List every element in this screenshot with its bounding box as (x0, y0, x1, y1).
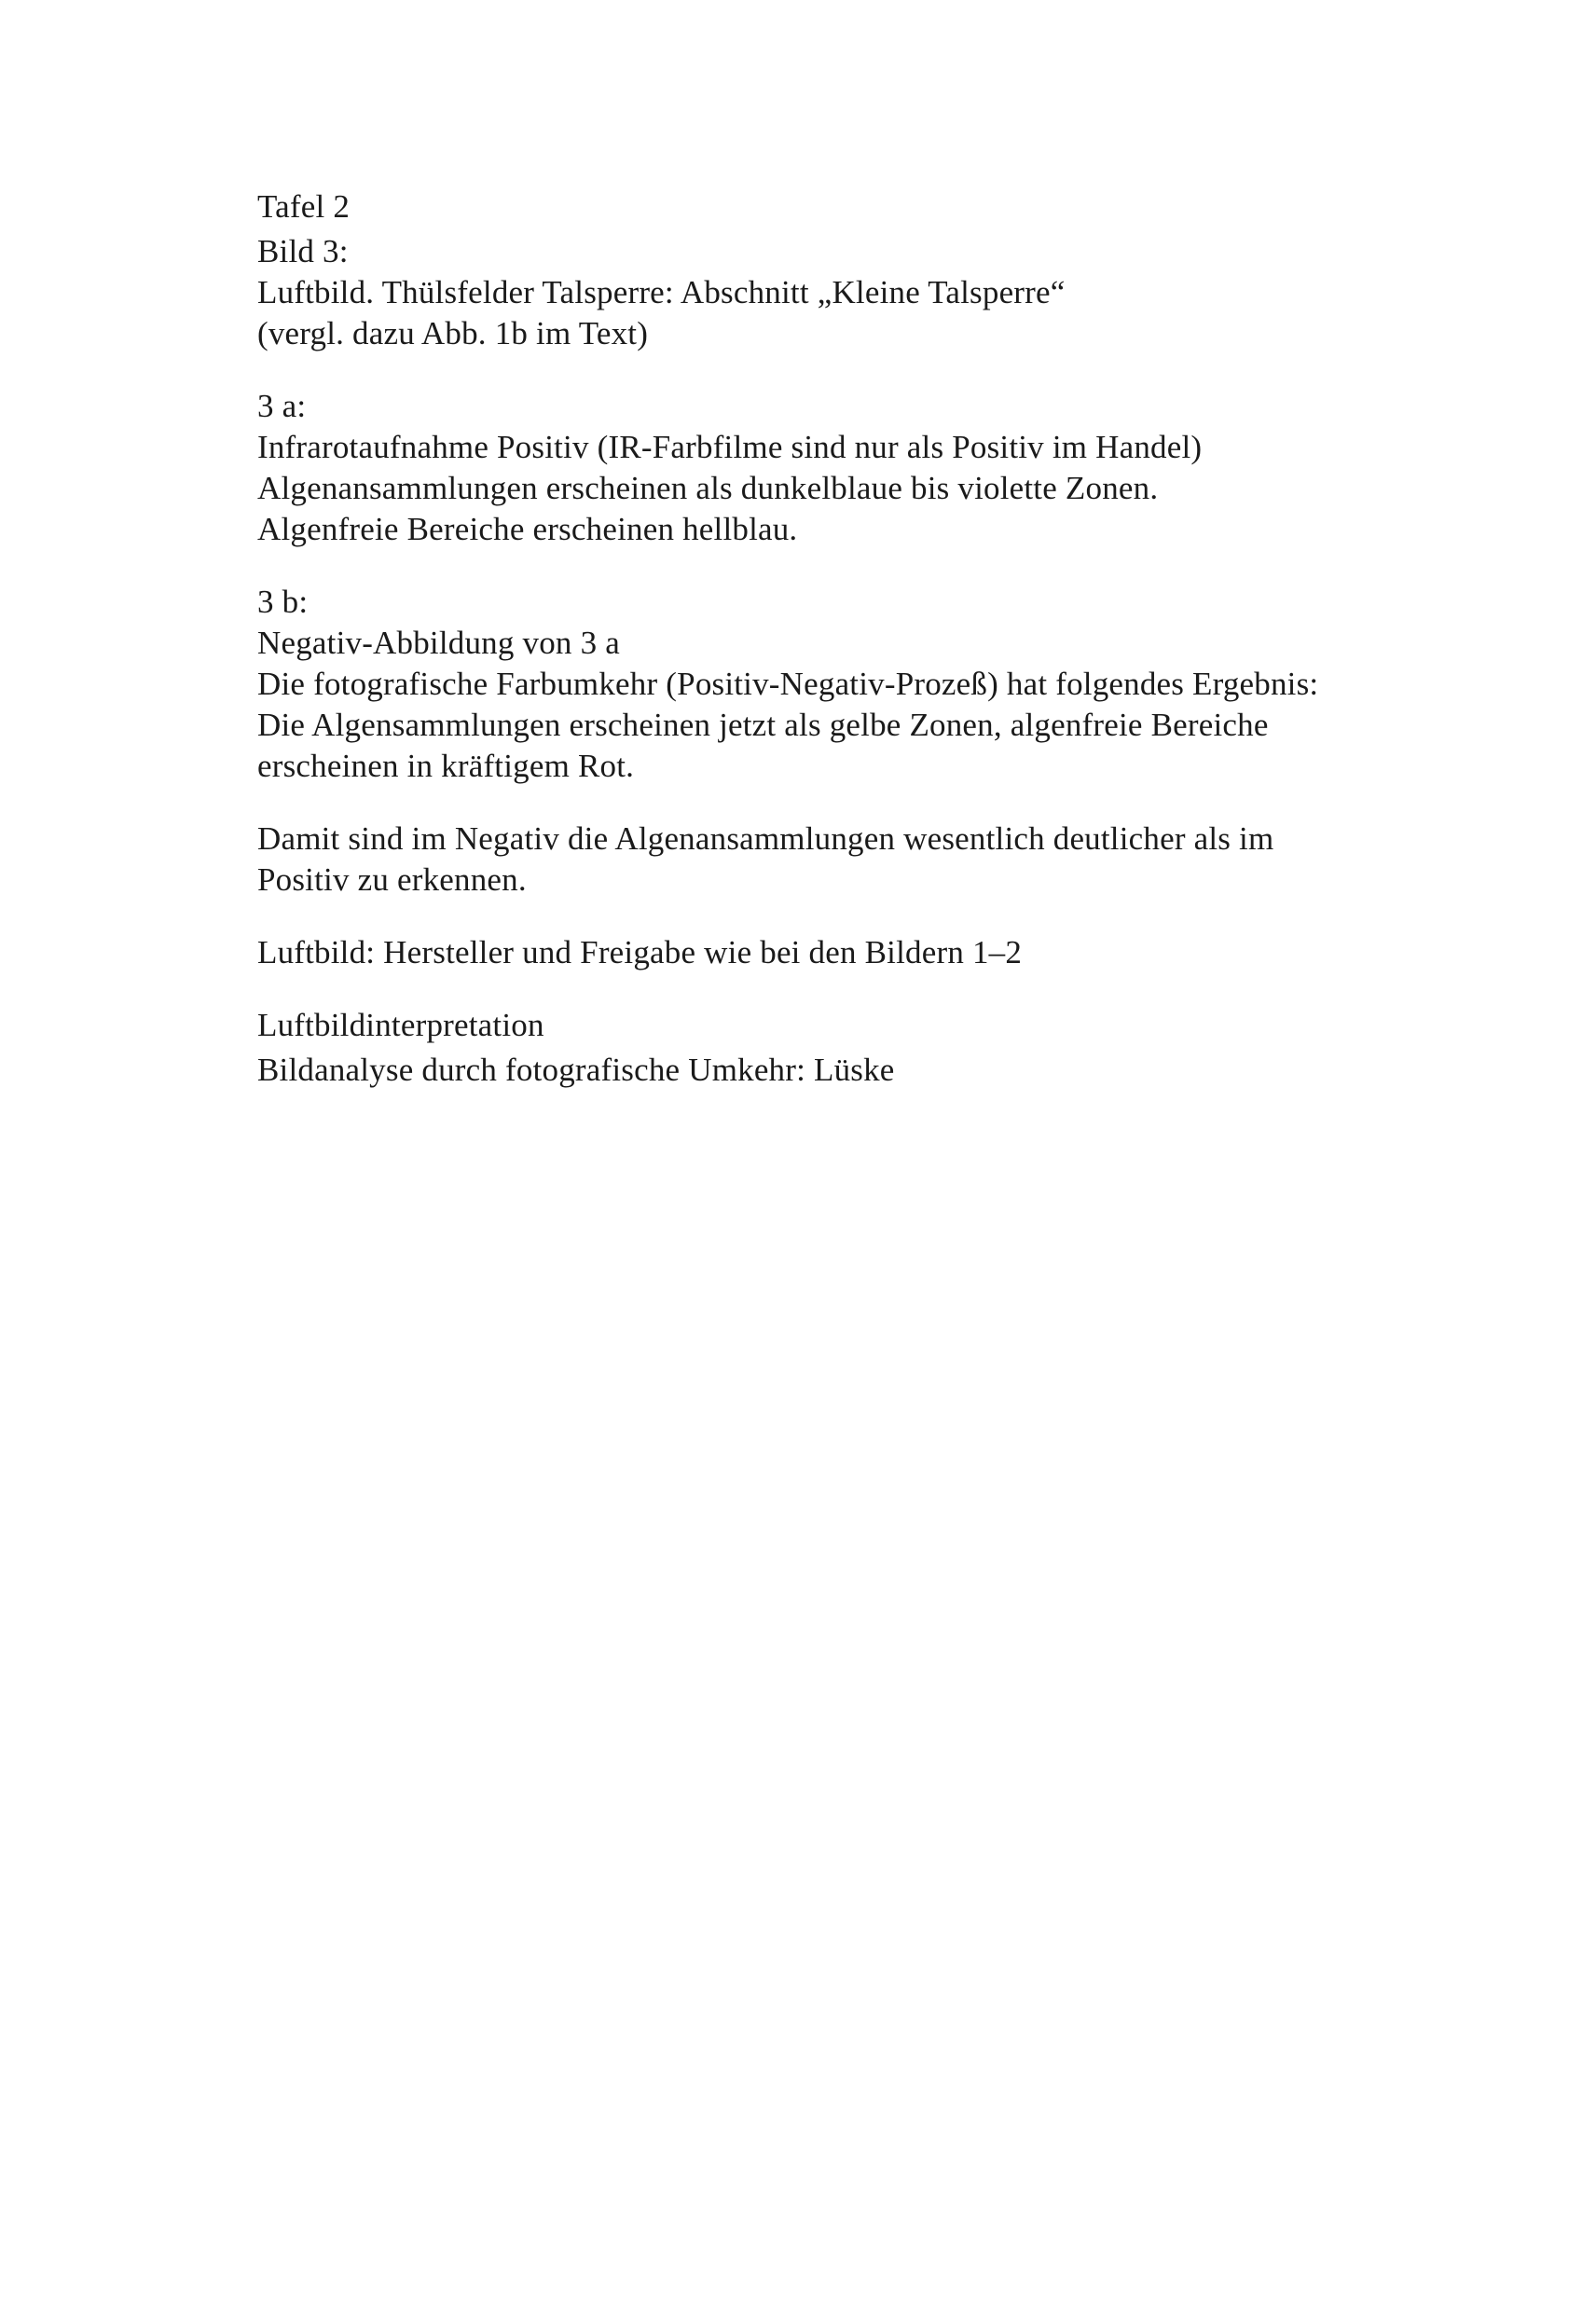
section-3a-label: 3 a: (257, 388, 307, 424)
section-3a (257, 386, 1395, 550)
section-3b-line-4: erscheinen in kräftigem Rot. (257, 748, 635, 784)
interpretation-line-1: Luftbildinterpretation (257, 1007, 544, 1043)
section-3a-line-1: Infrarotaufnahme Positiv (IR-Farbfilme sind nur als Positiv im Handel) (257, 429, 1203, 465)
section-3b-line-2: Die fotografische Farbumkehr (Positiv-Negativ-Prozeß) hat folgendes Ergebnis: (257, 666, 1319, 702)
interpretation-line-2: Bildanalyse durch fotografische Umkehr: Lüske (257, 1052, 895, 1088)
section-3a-line-3: Algenfreie Bereiche erscheinen hellblau. (257, 511, 798, 547)
conclusion-line-2: Positiv zu erkennen. (257, 861, 527, 898)
section-3b-label: 3 b: (257, 584, 309, 620)
plate-title: Tafel 2 (257, 188, 351, 225)
figure-label: Bild 3: (257, 233, 349, 269)
interpretation-paragraph (257, 1005, 1395, 1091)
section-3b-line-3: Die Algensammlungen erscheinen jetzt als gelbe Zonen, algenfreie Bereiche (257, 707, 1269, 743)
figure-title-line-2: (vergl. dazu Abb. 1b im Text) (257, 315, 649, 351)
figure-title-line-1: Luftbild. Thülsfelder Talsperre: Abschnitt „Kleine Talsperre“ (257, 274, 1066, 310)
conclusion-paragraph (257, 819, 1395, 901)
section-3b (257, 582, 1395, 787)
document-page (257, 186, 1395, 1091)
caption-header (257, 186, 1395, 354)
section-3b-line-1: Negativ-Abbildung von 3 a (257, 625, 620, 661)
section-3a-line-2: Algenansammlungen erscheinen als dunkelblaue bis violette Zonen. (257, 470, 1159, 506)
credit-paragraph (257, 932, 1395, 973)
conclusion-line-1: Damit sind im Negativ die Algenansammlungen wesentlich deutlicher als im (257, 820, 1274, 857)
credit-line: Luftbild: Hersteller und Freigabe wie bei den Bildern 1–2 (257, 934, 1023, 970)
